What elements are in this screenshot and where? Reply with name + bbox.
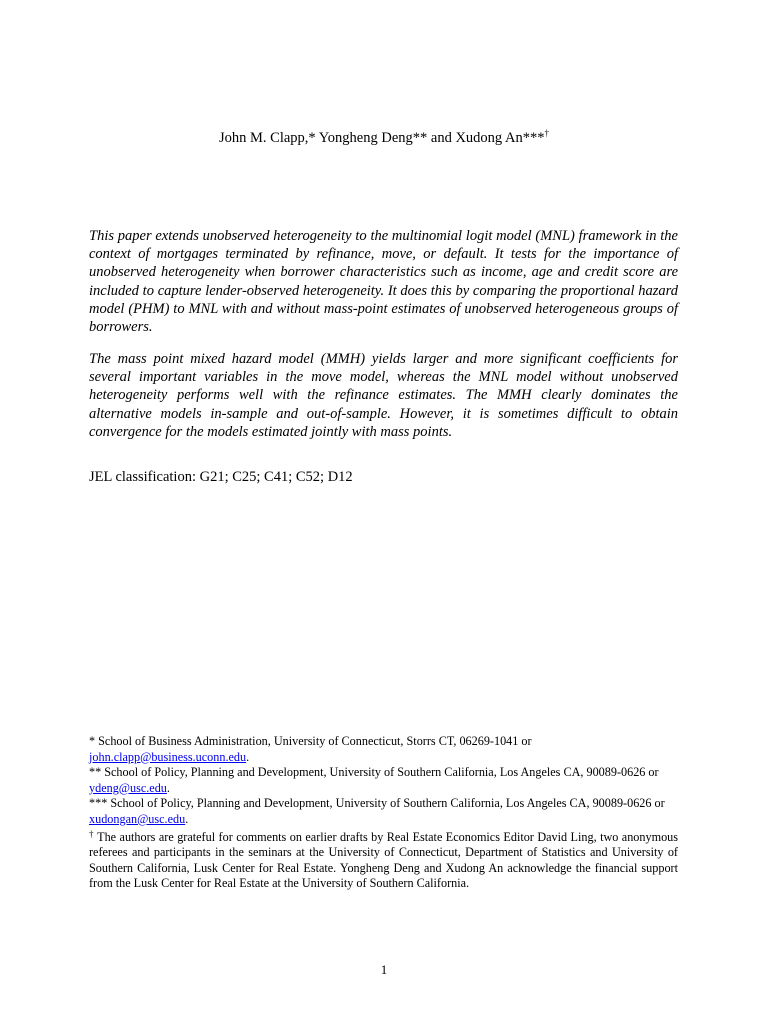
acknowledgement-text: The authors are grateful for comments on earlier drafts by Real Estate Economics Editor David Ling, two anonymous referees and participants in the seminars at the University of Connecticut, Department of Statistics and University of Southern California, Lusk Center for Real Estate. Yongheng Deng and Xudong An acknowledge the financial support from the Lusk Center for Real Estate at the University of Southern California. xyxy=(89,829,678,891)
footnote-2-end: . xyxy=(166,780,170,795)
footnote-2-email-link[interactable]: ydeng@usc.edu xyxy=(89,780,167,795)
footnote-3 xyxy=(89,796,678,827)
footnote-1 xyxy=(89,734,678,765)
footnote-1-end: . xyxy=(246,749,250,764)
footnote-1-email-link[interactable]: john.clapp@business.uconn.edu xyxy=(89,749,247,764)
jel-classification: JEL classification: G21; C25; C41; C52; D12 xyxy=(89,469,353,485)
footnote-acknowledgement xyxy=(89,830,678,892)
author-dagger-mark: † xyxy=(544,128,549,138)
page-number: 1 xyxy=(380,962,388,977)
footnotes xyxy=(89,734,678,892)
author-names: John M. Clapp,* Yongheng Deng** and Xudong An*** xyxy=(219,130,545,146)
footnote-2 xyxy=(89,765,678,796)
footnote-3-email-link[interactable]: xudongan@usc.edu xyxy=(89,811,186,826)
footnote-1-text: * School of Business Administration, University of Connecticut, Storrs CT, 06269-1041 or xyxy=(89,734,532,748)
abstract-paragraph-1: This paper extends unobserved heterogeneity to the multinomial logit model (MNL) framework in the context of mortgages terminated by refinance, move, or default. It tests for the importance of unobserved heterogeneity when borrower characteristics such as income, age and credit score are included to capture lender-observed heterogeneity. It does this by comparing the proportional hazard model (PHM) to MNL with and without mass-point estimates of unobserved heterogeneous groups of borrowers. xyxy=(89,228,678,336)
footnote-3-text: *** School of Policy, Planning and Development, University of Southern California, Los Angeles CA, 90089-0626 or xyxy=(89,796,665,811)
footnote-2-text: ** School of Policy, Planning and Development, University of Southern California, Los Angeles CA, 90089-0626 or xyxy=(89,765,659,780)
acknowledgement-dagger-mark: † xyxy=(89,828,94,839)
author-line xyxy=(0,128,768,148)
abstract-paragraph-2: The mass point mixed hazard model (MMH) yields larger and more significant coefficients for several important variables in the move model, whereas the MNL model without unobserved heterogeneity performs well with the refinance estimates. The MMH clearly dominates the alternative models in-sample and out-of-sample. However, it is sometimes difficult to obtain convergence for the models estimated jointly with mass points. xyxy=(89,351,678,440)
footnote-3-end: . xyxy=(185,811,189,826)
